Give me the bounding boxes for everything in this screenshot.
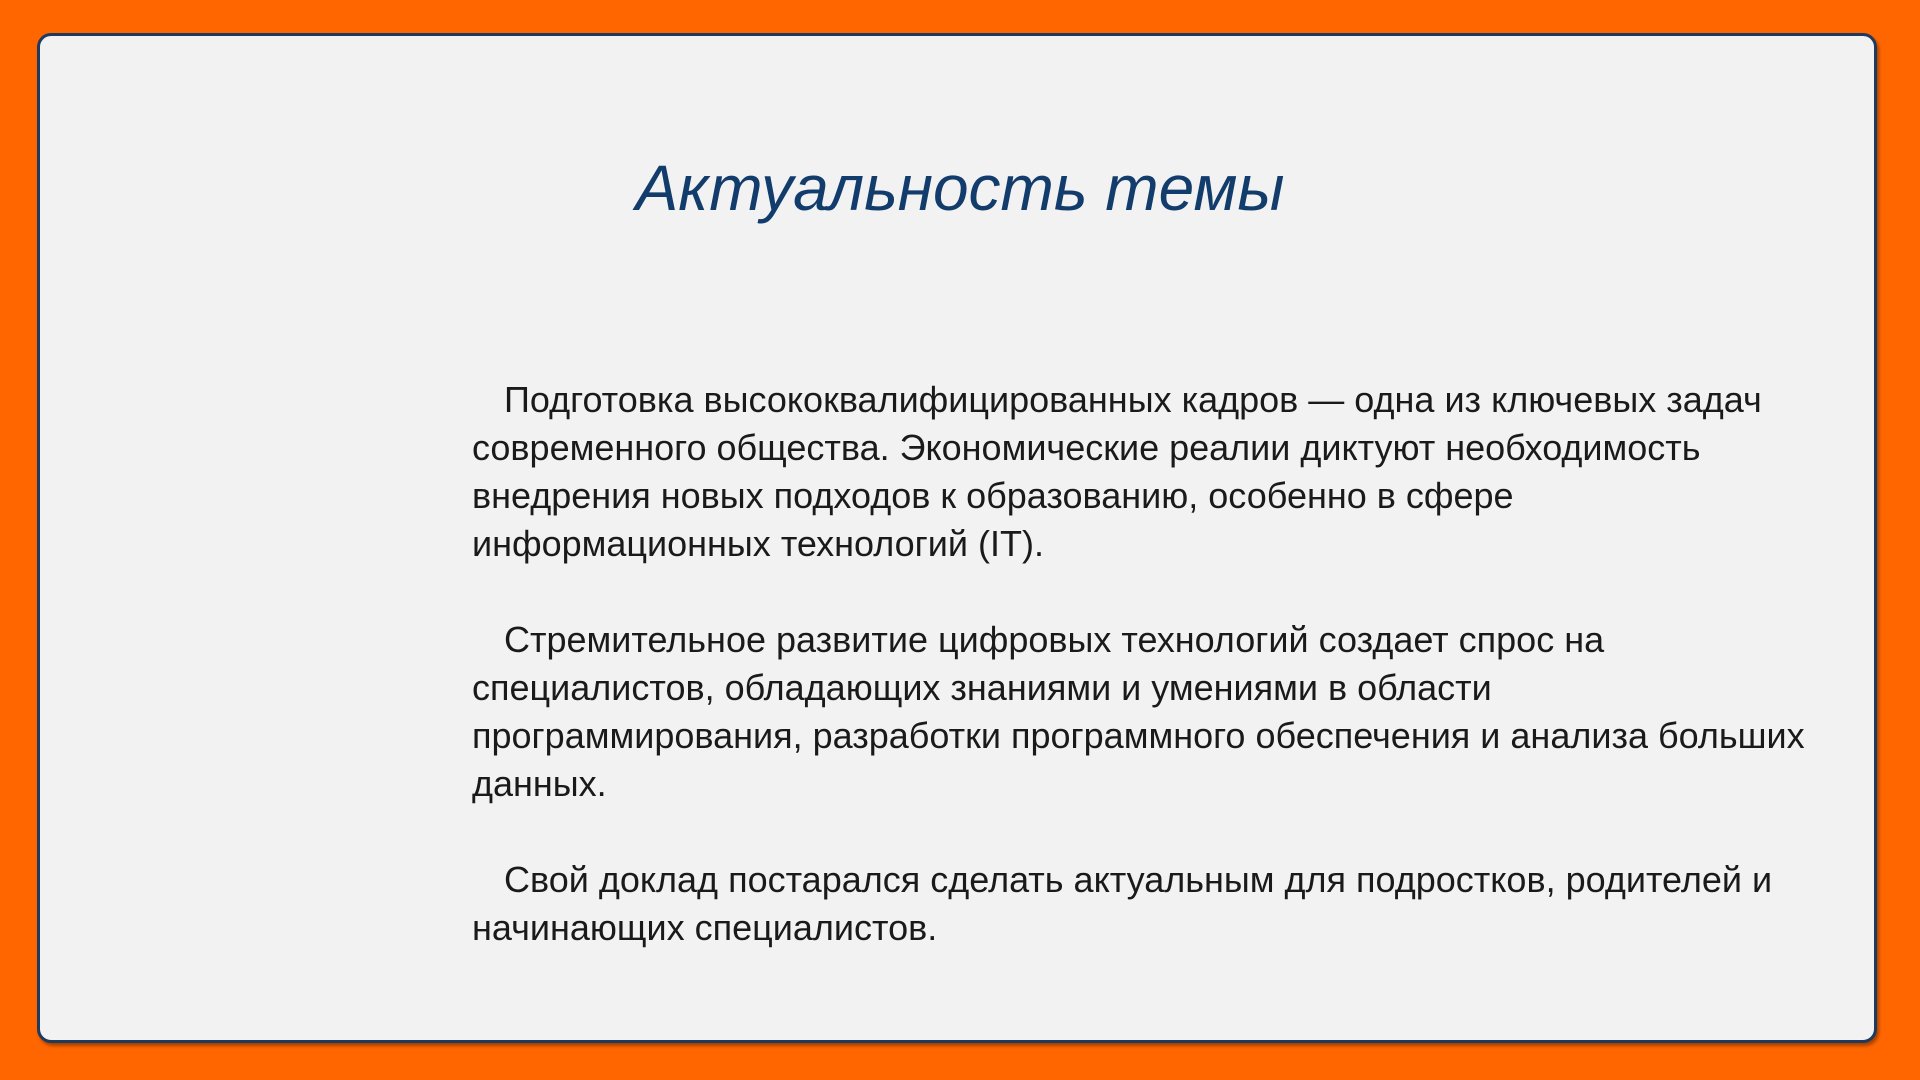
slide-body: [472, 376, 1812, 952]
paragraph-relevance-demand: Стремительное развитие цифровых технологий создает спрос на специалистов, обладающих знаниями и умениями в области программирования, разработки программного обеспечения и анализа больших данных.: [472, 619, 1805, 804]
paragraph-relevance-training: Подготовка высококвалифицированных кадров — одна из ключевых задач современного общества. Экономические реалии диктуют необходимость внедрения новых подходов к образованию, особенно в сфере информационных технологий (IT).: [472, 379, 1762, 564]
slide-title: Актуальность темы: [635, 152, 1285, 224]
paragraph-relevance-audience: Свой доклад постарался сделать актуальным для подростков, родителей и начинающих специалистов.: [472, 859, 1773, 948]
